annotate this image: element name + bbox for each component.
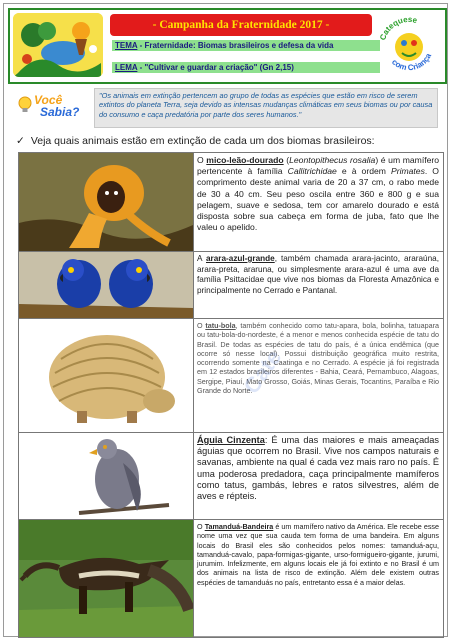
intro-text: Veja quais animais estão em extinção de cada um dos biomas brasileiros:: [30, 135, 375, 147]
arara-azul-image: [19, 252, 194, 318]
tatu-bola-name: tatu-bola: [205, 321, 236, 330]
mico-leao-image: [19, 153, 194, 251]
tema-label: TEMA: [115, 41, 138, 50]
sabia-word: Sabia?: [40, 105, 80, 119]
tatu-bola-image: [19, 319, 194, 432]
table-row: [19, 520, 443, 637]
lema-line: [112, 62, 380, 73]
tema-line: [112, 40, 380, 51]
tamandua-bandeira-text: O Tamanduá-Bandeira é um mamífero nativo da América. Ele recebe esse nome uma vez que sua cauda tem forma de uma bandeira. Em alguns locais do Brasil eles são conhecidos pelos nomes: tamanduá-açu, tamanduá-cavalo, papa-formigas-gigante, urso-formigueiro-gigante, jurumi, jurumim. Infelizmente, em alguns locais ele já foi extinto e no Brasil é um dos animais na lista de risco de extinção. Além dele existem outras espécies de tamanduás no país, entretanto essa é a maior delas.: [197, 522, 439, 587]
aguia-cinzenta-image: [19, 433, 194, 519]
header: [8, 8, 447, 84]
voce-word: Você: [34, 93, 63, 107]
tema-text: - Fraternidade: Biomas brasileiros e defesa da vida: [137, 41, 334, 50]
lema-label: LEMA: [115, 63, 138, 72]
tamandua-bandeira-image: [19, 520, 194, 637]
info-box: "Os animais em extinção pertencem ao grupo de todas as espécies que estão em risco de serem extintos do planeta Terra, seja devido as intensas mudanças climáticas em seus biomas ou por causa do consumo e caça predatória por parte dos seres humanos.": [94, 88, 438, 128]
lema-text: - "Cultivar e guardar a criação" (Gn 2,15): [137, 63, 294, 72]
table-row: [19, 433, 443, 520]
table-row: [19, 252, 443, 319]
aguia-cinzenta-name: Águia Cinzenta: [197, 435, 265, 445]
intro-line: [16, 135, 375, 147]
animals-table: [18, 152, 444, 638]
voce-sabia-label: [14, 92, 88, 122]
tamandua-bandeira-name: Tamanduá-Bandeira: [204, 522, 274, 531]
campaign-banner: [110, 14, 372, 36]
campaign-logo: [13, 13, 103, 77]
mico-leao-text: O mico-leão-dourado (Leontopithecus rosalia) é um mamífero pertencente à família Callitrichidae e à ordem Primates. O comprimento deste animal varia de 20 a 37 cm, o rabo mede de 30 a 40 cm. Seu peso oscila entre 360 e 800 g e sua pelagem, suave e sedosa, tem cor amarelo dourado e está disposta sobre sua cabeça em forma de juba, fato que lhe valeu o apelido.: [197, 155, 440, 233]
arara-azul-name: arara-azul-grande: [206, 254, 275, 263]
mico-leao-name: mico-leão-dourado: [206, 155, 284, 165]
table-row: [19, 319, 443, 433]
svg-text:Catequese: Catequese: [378, 14, 419, 42]
arara-azul-text: A arara-azul-grande, também chamada arara-jacinto, araraúna, arara-preta, araruna, ou simplesmente arara-azul é uma ave da família Psittacidae que vive nos biomas da Floresta Amazônica e principalmente no Cerrado e Pantanal.: [197, 254, 439, 295]
table-row: [19, 153, 443, 252]
watermark: Cate: [238, 345, 287, 399]
banner-title: - Campanha da Fraternidade 2017 -: [152, 19, 330, 31]
checkmark-icon: ✓: [16, 135, 25, 147]
page: [3, 3, 448, 637]
catequese-logo: [376, 13, 442, 77]
lightbulb-icon: [18, 96, 32, 114]
tatu-bola-text: O tatu-bola, também conhecido como tatu-apara, bola, bolinha, tatuapara ou tatu-bola-do-nordeste, é a menor e menos conhecida espécie de tatu do Brasil. De todas as espécies de tatu do país, é a única endêmica (que ocorre só nesse local). Possui distribuição geográfica muito restrita, ocorrendo somente na Caatinga e no Cerrado. A espécie já foi registrada em 12 estados brasileiros diferentes - Bahia, Ceará, Pernambuco, Alagoas, Sergipe, Piauí, Mato Grosso, Goiás, Minas Gerais, Tocantins, Paraíba e Rio Grande do Norte.: [197, 321, 439, 396]
aguia-cinzenta-text: Águia Cinzenta: É uma das maiores e mais ameaçadas águias que ocorrem no Brasil. Vive nos campos naturais e savanas, ambiente na qual é cada vez mais raro no país. É uma poderosa predadora, caça principalmente mamíferos como tatus, gambás, lebres e ratos silvestres, além de aves e répteis.: [197, 435, 439, 502]
svg-text:com Crianças: com Criança: [390, 51, 434, 73]
